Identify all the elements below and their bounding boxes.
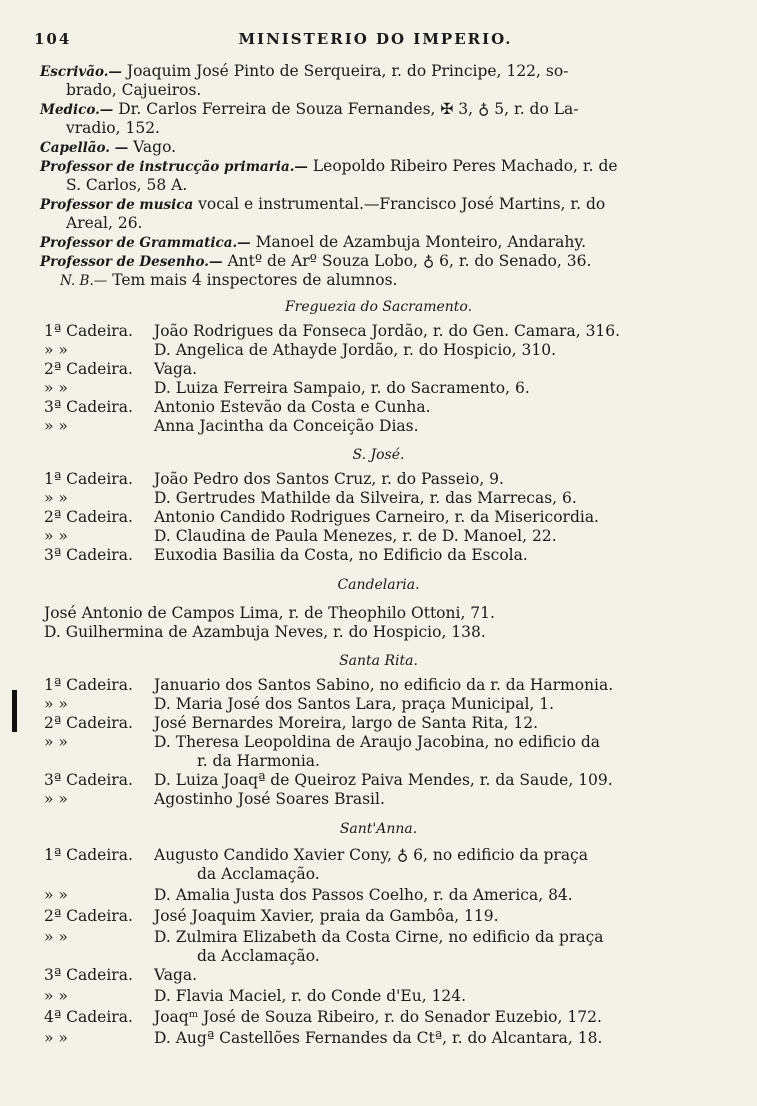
section-heading: S. José. [352,447,405,463]
table-row: » » D. Claudina de Paula Menezes, r. de D. Manoel, 22. [44,527,557,545]
table-row: » » D. Augª Castellões Fernandes da Ctª, r. do Alcantara, 18. [44,1029,603,1047]
table-row: 3ª Cadeira. D. Luiza Joaqª de Queiroz Paiva Mendes, r. da Saude, 109. [44,771,613,789]
section-heading: Candelaria. [337,577,420,593]
table-row: José Antonio de Campos Lima, r. de Theophilo Ottoni, 71. [44,604,495,622]
section-heading: Santa Rita. [339,653,418,669]
table-row: 2ª Cadeira. Antonio Candido Rodrigues Carneiro, r. da Misericordia. [44,508,599,526]
section-heading: Freguezia do Sacramento. [284,299,473,315]
table-row: 2ª Cadeira. José Bernardes Moreira, largo de Santa Rita, 12. [44,714,539,732]
staff-line: Professor de musica vocal e instrumental.—Francisco José Martins, r. do [40,195,606,213]
table-row: » » D. Maria José dos Santos Lara, praça Municipal, 1. [44,695,555,713]
staff-line: N. B.— Tem mais 4 inspectores de alumnos. [60,271,398,289]
staff-line: Professor de Grammatica.— Manoel de Azambuja Monteiro, Andarahy. [40,233,587,251]
table-row: » » D. Theresa Leopoldina de Araujo Jacobina, no edificio da [44,733,600,751]
staff-line: Areal, 26. [66,214,143,232]
table-row: 1ª Cadeira. Augusto Candido Xavier Cony, ♁ 6, no edificio da praça [44,846,588,864]
table-row: 3ª Cadeira. Vaga. [44,966,198,984]
staff-line: Professor de Desenho.— Antº de Arº Souza Lobo, ♁ 6, r. do Senado, 36. [40,252,592,270]
table-row: 4ª Cadeira. Joaqᵐ José de Souza Ribeiro, r. do Senador Euzebio, 172. [44,1008,602,1026]
table-row: da Acclamação. [197,947,320,965]
staff-line: S. Carlos, 58 A. [66,176,188,194]
staff-line: Medico.— Dr. Carlos Ferreira de Souza Fernandes, ✠ 3, ♁ 5, r. do La- [40,100,579,118]
page-number: 104 [34,30,72,48]
table-row: 3ª Cadeira. Euxodia Basilia da Costa, no Edificio da Escola. [44,546,528,564]
table-row: 3ª Cadeira. Antonio Estevão da Costa e Cunha. [44,398,431,416]
staff-line: vradio, 152. [66,119,160,137]
table-row: » » Agostinho José Soares Brasil. [44,790,385,808]
page-title: MINISTERIO DO IMPERIO. [238,30,513,48]
table-row: da Acclamação. [197,865,320,883]
table-row: » » D. Luiza Ferreira Sampaio, r. do Sacramento, 6. [44,379,530,397]
table-row: » » D. Amalia Justa dos Passos Coelho, r. da America, 84. [44,886,573,904]
table-row: » » Anna Jacintha da Conceição Dias. [44,417,419,435]
table-row: 2ª Cadeira. Vaga. [44,360,198,378]
table-row: » » D. Gertrudes Mathilde da Silveira, r. das Marrecas, 6. [44,489,577,507]
table-row: r. da Harmonia. [197,752,320,770]
table-row: » » D. Angelica de Athayde Jordão, r. do Hospicio, 310. [44,341,557,359]
staff-line: Professor de instrucção primaria.— Leopoldo Ribeiro Peres Machado, r. de [40,157,618,175]
staff-line: brado, Cajueiros. [66,81,202,99]
table-row: » » D. Flavia Maciel, r. do Conde d'Eu, 124. [44,987,467,1005]
table-row: » » D. Zulmira Elizabeth da Costa Cirne, no edificio da praça [44,928,604,946]
table-row: 1ª Cadeira. Januario dos Santos Sabino, no edificio da r. da Harmonia. [44,676,614,694]
margin-mark [12,690,17,732]
staff-line: Capellão. — Vago. [40,138,177,156]
table-row: 1ª Cadeira. João Pedro dos Santos Cruz, r. do Passeio, 9. [44,470,504,488]
page-header [34,30,717,56]
section-heading: Sant'Anna. [339,821,418,837]
table-row: 2ª Cadeira. José Joaquim Xavier, praia da Gambôa, 119. [44,907,499,925]
table-row: 1ª Cadeira. João Rodrigues da Fonseca Jordão, r. do Gen. Camara, 316. [44,322,621,340]
staff-line: Escrivão.— Joaquim José Pinto de Serqueira, r. do Principe, 122, so- [40,62,569,80]
table-row: D. Guilhermina de Azambuja Neves, r. do Hospicio, 138. [44,623,486,641]
